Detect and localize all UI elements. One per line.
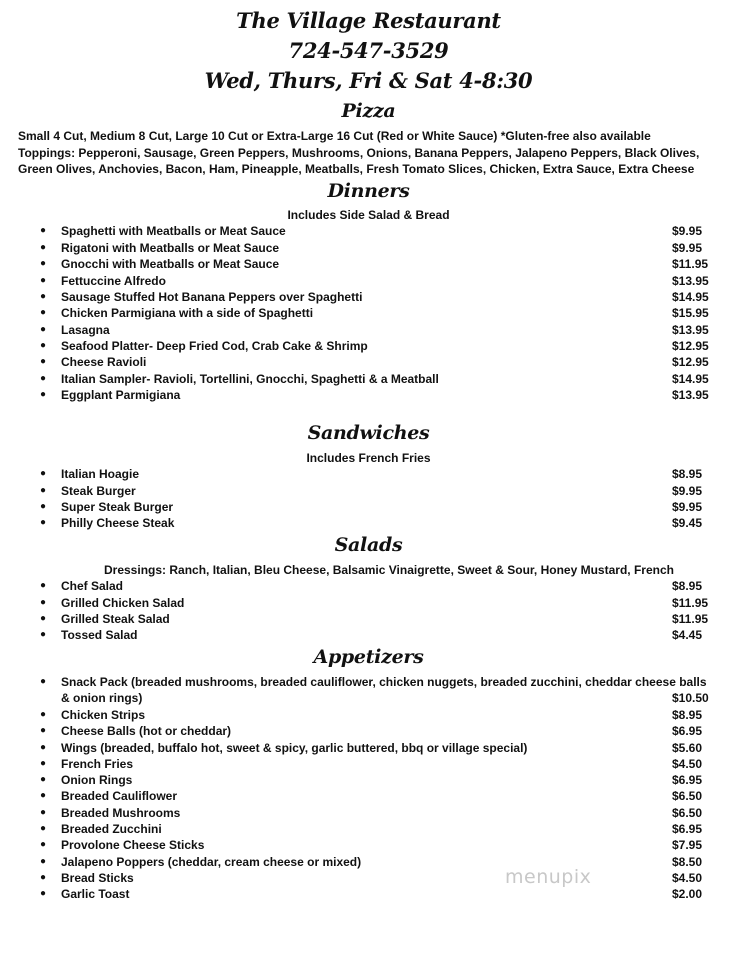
item-price: $6.50 [672,806,703,820]
list-item [0,387,737,403]
item-price: $4.45 [672,628,703,642]
bullet-icon: ● [40,856,47,867]
bullet-icon: ● [40,580,47,591]
list-item [0,707,737,723]
sandwiches-heading: Sandwiches [307,422,430,444]
bullet-icon: ● [40,872,47,883]
list-item [0,499,737,515]
bullet-icon: ● [40,823,47,834]
item-price: $15.95 [672,306,709,320]
salads-heading: Salads [334,534,403,556]
item-price: $5.60 [672,741,703,755]
bullet-icon: ● [40,373,47,384]
item-price: $9.95 [672,500,703,514]
list-item [0,240,737,256]
list-item [0,289,737,305]
item-price: $8.95 [672,708,703,722]
item-name: & onion rings) [61,691,143,705]
item-price: $6.95 [672,822,703,836]
menupix-watermark: menupix [505,866,592,888]
item-price: $8.95 [672,579,703,593]
list-item [0,611,737,627]
bullet-icon: ● [40,275,47,286]
list-item [0,837,737,853]
list-item [0,740,737,756]
pizza-toppings-line2: Green Olives, Anchovies, Bacon, Ham, Pineapple, Meatballs, Fresh Tomato Slices, Chicken, Extra Sauce, Extra Cheese [18,162,695,176]
pizza-toppings-line1: Toppings: Pepperoni, Sausage, Green Peppers, Mushrooms, Onions, Banana Peppers, Jalapeno Peppers, Black Olives, [18,146,700,160]
bullet-icon: ● [40,324,47,335]
item-name: Tossed Salad [61,628,138,642]
bullet-icon: ● [40,807,47,818]
pizza-sizes: Small 4 Cut, Medium 8 Cut, Large 10 Cut or Extra-Large 16 Cut (Red or White Sauce) *Gluten-free also available [18,129,651,143]
bullet-icon: ● [40,340,47,351]
bullet-icon: ● [40,758,47,769]
item-name: Sausage Stuffed Hot Banana Peppers over Spaghetti [61,290,363,304]
bullet-icon: ● [40,597,47,608]
item-price: $8.50 [672,855,703,869]
bullet-icon: ● [40,258,47,269]
bullet-icon: ● [40,356,47,367]
sandwiches-note: Includes French Fries [306,451,431,465]
dinners-heading: Dinners [327,180,410,202]
list-item [0,674,737,690]
item-name: Bread Sticks [61,871,134,885]
item-price: $9.45 [672,516,703,530]
item-name: Grilled Steak Salad [61,612,170,626]
item-price: $2.00 [672,887,703,901]
item-price: $11.95 [672,257,709,271]
item-price: $9.95 [672,484,703,498]
item-name: Spaghetti with Meatballs or Meat Sauce [61,224,286,238]
item-name: French Fries [61,757,134,771]
pizza-heading: Pizza [341,100,396,122]
bullet-icon: ● [40,725,47,736]
item-price: $9.95 [672,241,703,255]
phone-number: 724-547-3529 [288,38,449,63]
item-price: $7.95 [672,838,703,852]
item-name: Cheese Ravioli [61,355,147,369]
item-name: Provolone Cheese Sticks [61,838,205,852]
bullet-icon: ● [40,676,47,687]
bullet-icon: ● [40,242,47,253]
item-name: Onion Rings [61,773,133,787]
list-item [0,723,737,739]
item-name: Chef Salad [61,579,124,593]
list-item [0,821,737,837]
item-price: $14.95 [672,372,709,386]
list-item [0,805,737,821]
item-name: Seafood Platter- Deep Fried Cod, Crab Cake & Shrimp [61,339,368,353]
list-item [0,273,737,289]
list-item [0,338,737,354]
list-item [0,772,737,788]
bullet-icon: ● [40,468,47,479]
bullet-icon: ● [40,389,47,400]
bullet-icon: ● [40,307,47,318]
list-item [0,595,737,611]
bullet-icon: ● [40,774,47,785]
item-price: $12.95 [672,339,709,353]
item-name: Eggplant Parmigiana [61,388,181,402]
item-name: Breaded Zucchini [61,822,162,836]
item-price: $13.95 [672,274,709,288]
list-item [0,578,737,594]
item-name: Snack Pack (breaded mushrooms, breaded cauliflower, chicken nuggets, breaded zucchini, cheddar cheese balls [61,675,707,689]
list-item [0,627,737,643]
item-name: Italian Hoagie [61,467,140,481]
list-item [0,371,737,387]
item-price: $13.95 [672,323,709,337]
list-item [0,788,737,804]
list-item [0,354,737,370]
item-name: Grilled Chicken Salad [61,596,185,610]
item-name: Philly Cheese Steak [61,516,175,530]
item-price: $11.95 [672,596,709,610]
list-item [0,870,737,886]
item-price: $6.95 [672,724,703,738]
item-price: $10.50 [672,691,709,705]
bullet-icon: ● [40,790,47,801]
list-item [0,305,737,321]
item-name: Gnocchi with Meatballs or Meat Sauce [61,257,280,271]
item-name: Steak Burger [61,484,136,498]
appetizers-heading: Appetizers [313,646,424,668]
item-name: Breaded Mushrooms [61,806,181,820]
item-name: Garlic Toast [61,887,130,901]
bullet-icon: ● [40,501,47,512]
restaurant-title: The Village Restaurant [236,8,501,33]
list-item [0,854,737,870]
bullet-icon: ● [40,742,47,753]
item-name: Rigatoni with Meatballs or Meat Sauce [61,241,280,255]
bullet-icon: ● [40,291,47,302]
list-item [0,322,737,338]
list-item-continued [0,690,737,706]
item-name: Italian Sampler- Ravioli, Tortellini, Gnocchi, Spaghetti & a Meatball [61,372,439,386]
item-name: Chicken Parmigiana with a side of Spaghetti [61,306,314,320]
item-name: Fettuccine Alfredo [61,274,166,288]
item-price: $6.95 [672,773,703,787]
item-name: Chicken Strips [61,708,146,722]
item-price: $14.95 [672,290,709,304]
salads-dressings: Dressings: Ranch, Italian, Bleu Cheese, Balsamic Vinaigrette, Sweet & Sour, Honey Mustard, French [104,563,674,577]
item-price: $13.95 [672,388,709,402]
bullet-icon: ● [40,839,47,850]
item-price: $11.95 [672,612,709,626]
item-price: $4.50 [672,757,703,771]
item-price: $9.95 [672,224,703,238]
list-item [0,223,737,239]
item-name: Lasagna [61,323,110,337]
item-price: $6.50 [672,789,703,803]
bullet-icon: ● [40,709,47,720]
list-item [0,466,737,482]
item-name: Breaded Cauliflower [61,789,178,803]
item-price: $12.95 [672,355,709,369]
bullet-icon: ● [40,517,47,528]
bullet-icon: ● [40,485,47,496]
bullet-icon: ● [40,225,47,236]
item-name: Super Steak Burger [61,500,174,514]
bullet-icon: ● [40,613,47,624]
item-name: Wings (breaded, buffalo hot, sweet & spicy, garlic buttered, bbq or village special) [61,741,528,755]
item-name: Jalapeno Poppers (cheddar, cream cheese or mixed) [61,855,362,869]
item-price: $8.95 [672,467,703,481]
list-item [0,256,737,272]
opening-hours: Wed, Thurs, Fri & Sat 4-8:30 [204,68,533,93]
dinners-note: Includes Side Salad & Bread [287,208,450,222]
list-item [0,756,737,772]
item-price: $4.50 [672,871,703,885]
bullet-icon: ● [40,629,47,640]
list-item [0,483,737,499]
list-item [0,515,737,531]
item-name: Cheese Balls (hot or cheddar) [61,724,232,738]
list-item [0,886,737,902]
bullet-icon: ● [40,888,47,899]
